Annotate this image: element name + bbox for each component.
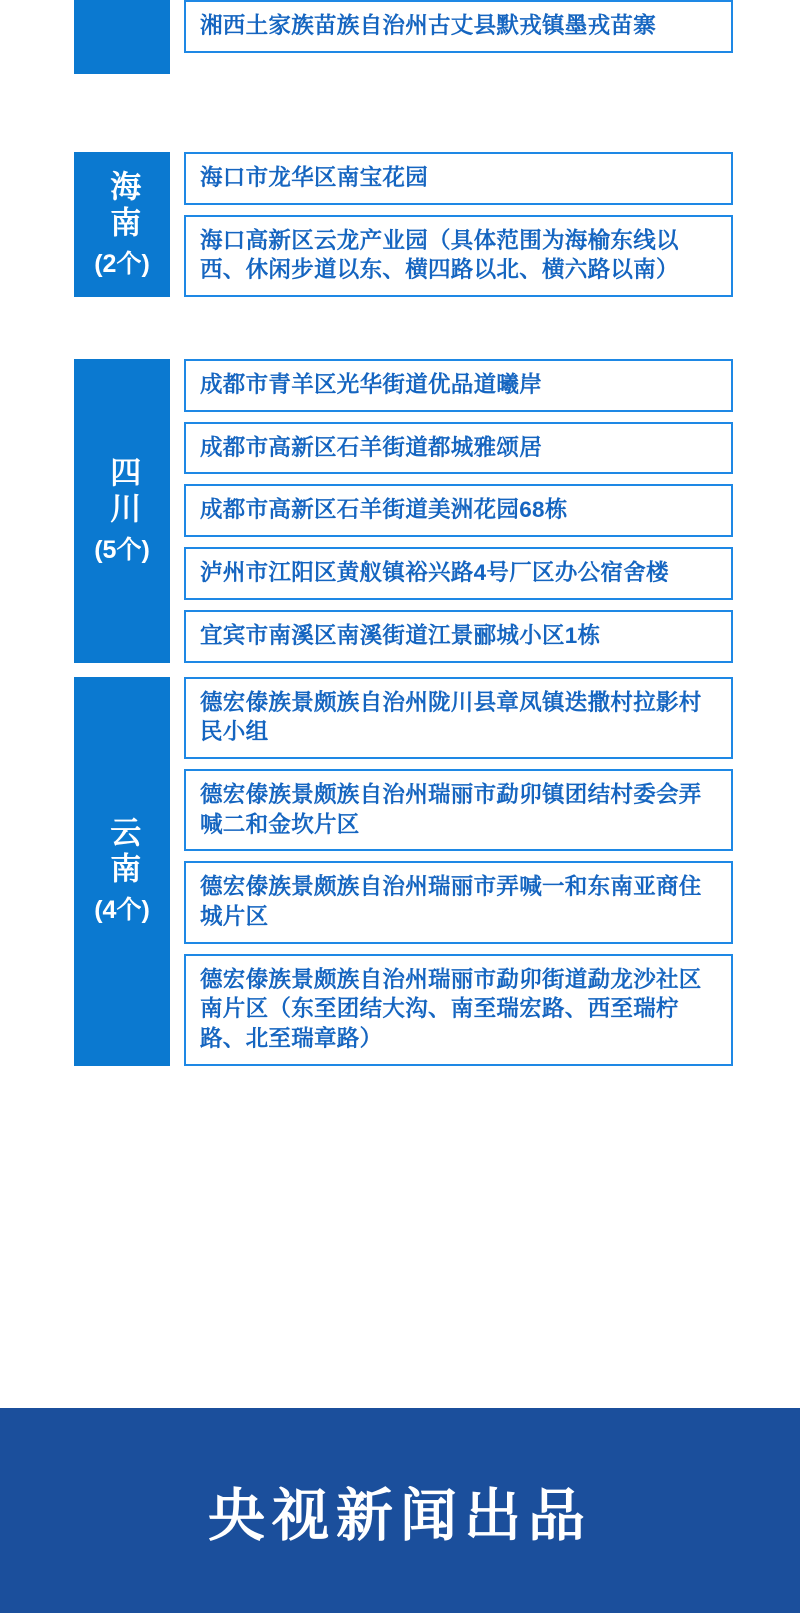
list-item[interactable]: 宜宾市南溪区南溪街道江景郦城小区1栋 bbox=[184, 610, 733, 663]
list-item[interactable]: 成都市高新区石羊街道美洲花园68栋 bbox=[184, 484, 733, 537]
list-item[interactable]: 海口市龙华区南宝花园 bbox=[184, 152, 733, 205]
province-count: (4个) bbox=[94, 896, 150, 925]
province-name: 四川 bbox=[105, 456, 141, 529]
list-item[interactable]: 德宏傣族景颇族自治州瑞丽市弄喊一和东南亚商住城片区 bbox=[184, 861, 733, 943]
list-item[interactable]: 海口高新区云龙产业园（具体范围为海榆东线以西、休闲步道以东、横四路以北、横六路以南） bbox=[184, 215, 733, 297]
list-item[interactable]: 泸州市江阳区黄舣镇裕兴路4号厂区办公宿舍楼 bbox=[184, 547, 733, 600]
province-items bbox=[184, 0, 733, 74]
province-group bbox=[0, 677, 800, 1066]
province-group bbox=[0, 152, 800, 297]
footer-brand-text: 央视新闻出品 bbox=[208, 1483, 592, 1548]
province-label bbox=[74, 152, 170, 297]
province-name: 云南 bbox=[105, 816, 141, 889]
province-group bbox=[0, 359, 800, 662]
list-item[interactable]: 湘西土家族苗族自治州古丈县默戎镇墨戎苗寨 bbox=[184, 0, 733, 53]
province-items bbox=[184, 152, 733, 297]
province-label bbox=[74, 677, 170, 1066]
spacer bbox=[0, 663, 800, 677]
province-count: (5个) bbox=[94, 536, 150, 565]
province-count: (2个) bbox=[94, 249, 150, 278]
province-group bbox=[0, 0, 800, 74]
province-label bbox=[74, 0, 170, 74]
spacer bbox=[0, 74, 800, 152]
province-label bbox=[74, 359, 170, 662]
province-name: 海南 bbox=[105, 169, 141, 242]
list-item[interactable]: 德宏傣族景颇族自治州陇川县章凤镇迭撒村拉影村民小组 bbox=[184, 677, 733, 759]
spacer bbox=[0, 297, 800, 359]
list-item[interactable]: 成都市青羊区光华街道优品道曦岸 bbox=[184, 359, 733, 412]
list-item[interactable]: 德宏傣族景颇族自治州瑞丽市勐卯镇团结村委会弄喊二和金坎片区 bbox=[184, 769, 733, 851]
province-items bbox=[184, 359, 733, 662]
list-item[interactable]: 成都市高新区石羊街道都城雅颂居 bbox=[184, 422, 733, 475]
province-items bbox=[184, 677, 733, 1066]
footer-banner bbox=[0, 1408, 800, 1613]
list-item[interactable]: 德宏傣族景颇族自治州瑞丽市勐卯街道勐龙沙社区南片区（东至团结大沟、南至瑞宏路、西至瑞柠路、北至瑞章路） bbox=[184, 954, 733, 1066]
